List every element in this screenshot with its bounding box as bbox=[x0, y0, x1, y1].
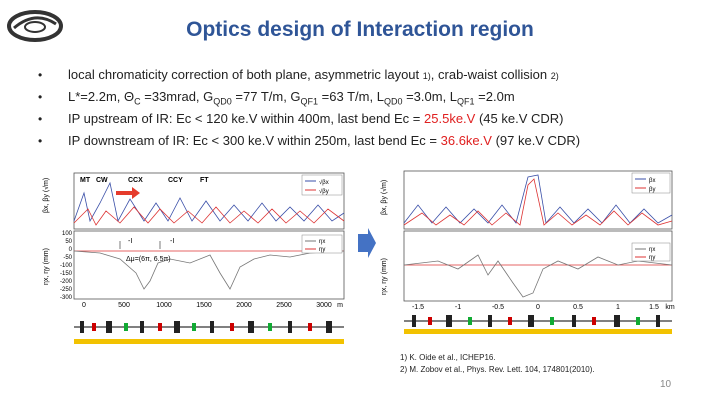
slide-title: Optics design of Interaction region bbox=[186, 18, 534, 41]
dispersion-axis-label: ηx, ηy (mm) bbox=[43, 248, 50, 285]
svg-text:-1: -1 bbox=[454, 304, 462, 311]
bullet-dot: • bbox=[38, 112, 43, 126]
svg-text:ηx: ηx bbox=[649, 247, 656, 253]
svg-text:ηy: ηy bbox=[649, 255, 656, 261]
dispersion-axis-label: ηx, ηy (mm) bbox=[381, 258, 388, 295]
svg-text:50: 50 bbox=[65, 239, 72, 245]
svg-text:√βy: √βy bbox=[319, 189, 329, 195]
label-ccx: CCX bbox=[128, 177, 143, 184]
svg-text:1: 1 bbox=[616, 304, 620, 311]
blue-arrow-icon bbox=[356, 226, 378, 260]
label-minus-i-a: -I bbox=[128, 238, 133, 245]
reference-item: 2) M. Zobov et al., Phys. Rev. Lett. 104, 174801(2010). bbox=[400, 365, 595, 374]
svg-text:-250: -250 bbox=[59, 287, 72, 293]
page-number: 10 bbox=[660, 379, 672, 390]
svg-text:βy: βy bbox=[649, 187, 656, 193]
label-ft: FT bbox=[200, 177, 209, 184]
svg-text:1000: 1000 bbox=[156, 302, 172, 309]
svg-text:1.5: 1.5 bbox=[649, 304, 659, 311]
bullet-item: • IP upstream of IR: Ec < 120 ke.V within 400m, last bend Ec = 25.5ke.V (45 ke.V CDR) bbox=[38, 108, 698, 130]
svg-text:2000: 2000 bbox=[236, 302, 252, 309]
svg-text:-100: -100 bbox=[59, 263, 72, 269]
svg-text:√βx: √βx bbox=[319, 180, 329, 186]
reference-item: 1) K. Oide et al., ICHEP16. bbox=[400, 353, 496, 362]
label-phase-advance: Δμ=(6π, 6.5π) bbox=[126, 256, 171, 263]
svg-text:-150: -150 bbox=[59, 271, 72, 277]
bullet-item: • IP downstream of IR: Ec < 300 ke.V within 250m, last bend Ec = 36.6ke.V (97 ke.V CDR) bbox=[38, 130, 698, 152]
svg-text:-300: -300 bbox=[59, 295, 72, 301]
svg-text:100: 100 bbox=[61, 231, 72, 237]
bullet-item: • local chromaticity correction of both plane, asymmetric layout 1), crab-waist collision 2) bbox=[38, 64, 698, 86]
svg-text:ηy: ηy bbox=[319, 247, 326, 253]
bullet-list bbox=[38, 64, 698, 152]
svg-text:1500: 1500 bbox=[196, 302, 212, 309]
bullet-item: • L*=2.2m, $\Theta_C$ =33mrad, $G_{QD0} =77$ T/m, $G_{QF1} =63$ T/m, $L_{QD0} =3.0m$, $L_{QF1} =2.0m$ bbox=[38, 86, 698, 108]
label-mt: MT bbox=[80, 177, 91, 184]
svg-text:0: 0 bbox=[536, 304, 540, 311]
label-cw: CW bbox=[96, 177, 108, 184]
references bbox=[400, 352, 595, 376]
bullet-dot: • bbox=[38, 90, 43, 104]
bullet-dot: • bbox=[38, 134, 43, 148]
svg-text:-200: -200 bbox=[59, 279, 72, 285]
right-optics-plot bbox=[378, 165, 678, 335]
svg-text:km: km bbox=[665, 304, 675, 311]
svg-text:500: 500 bbox=[118, 302, 130, 309]
svg-text:0: 0 bbox=[82, 302, 86, 309]
svg-text:βx: βx bbox=[649, 178, 656, 184]
beta-axis-label: βx, βy (√m) bbox=[43, 177, 50, 213]
bullet-dot: • bbox=[38, 68, 43, 82]
svg-text:2500: 2500 bbox=[276, 302, 292, 309]
svg-text:0: 0 bbox=[68, 247, 72, 253]
svg-text:3000: 3000 bbox=[316, 302, 332, 309]
label-ccy: CCY bbox=[168, 177, 183, 184]
label-minus-i-b: -I bbox=[170, 238, 175, 245]
svg-text:-0.5: -0.5 bbox=[491, 304, 505, 311]
svg-text:m: m bbox=[337, 302, 343, 309]
svg-text:ηx: ηx bbox=[319, 239, 326, 245]
svg-text:0.5: 0.5 bbox=[573, 304, 583, 311]
svg-text:-50: -50 bbox=[63, 255, 72, 261]
beta-axis-label: βx, βy (√m) bbox=[381, 179, 388, 215]
left-optics-plot bbox=[40, 163, 350, 355]
svg-text:-1.5: -1.5 bbox=[411, 304, 425, 311]
